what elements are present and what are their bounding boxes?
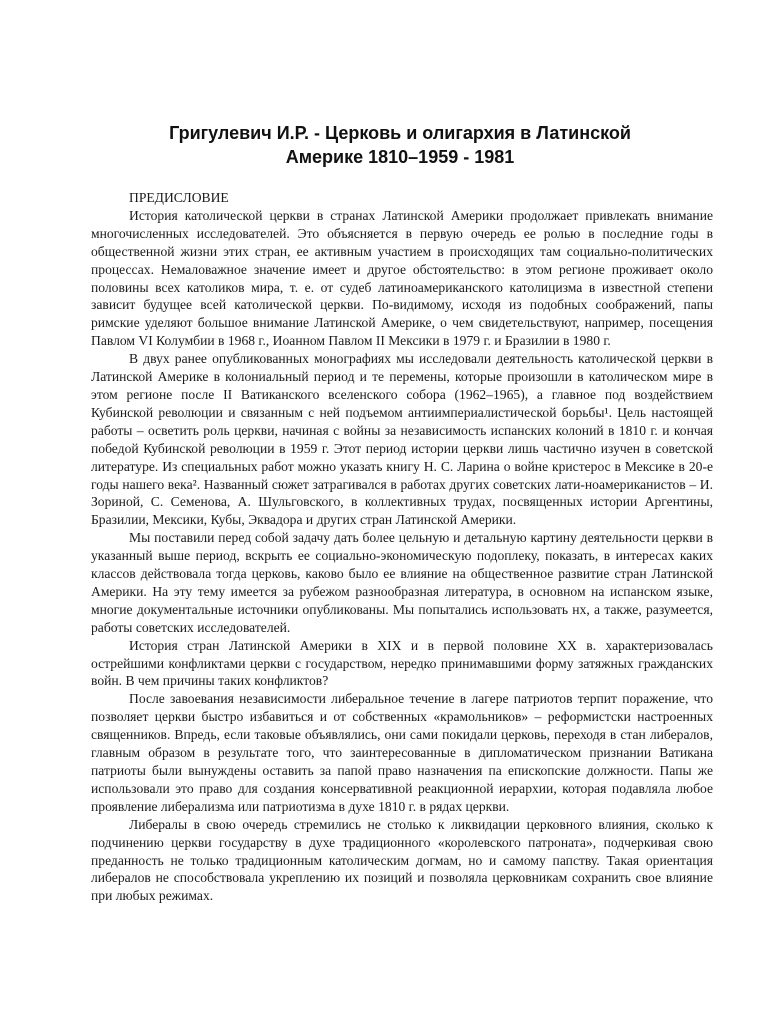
title-line-1: Григулевич И.Р. - Церковь и олигархия в Латинской bbox=[169, 123, 631, 143]
paragraph: История стран Латинской Америки в XIX и в первой половине XX в. характеризовалась острейшими конфликтами церкви с государством, нередко принимавшими форму затяжных гражданских войн. В чем причины таких конфликтов? bbox=[91, 637, 713, 689]
title-line-2: Америке 1810–1959 - 1981 bbox=[285, 147, 515, 167]
document-title bbox=[96, 121, 704, 169]
paragraph: Либералы в свою очередь стремились не столько к ликвидации церковного влияния, сколько к подчинению церкви государству в духе традиционного «королевского патроната», подчеркивая свою преданность не только традиционным католическим догмам, но и самому папству. Такая ориентация либералов не способствовала укреплению их позиций и позволяла церковникам сохранить свое влияние при любых режимах. bbox=[91, 816, 713, 904]
document-body bbox=[91, 189, 713, 905]
paragraph: В двух ранее опубликованных монографиях мы исследовали деятельность католической церкви в Латинской Америке в колониальный период и те перемены, которые произошли в католическом мире в этом регионе после II Ватиканского вселенского собора (1962–1965), а главное под воздействием Кубинской революции и связанным с ней подъемом антиимпериалистической борьбы¹. Цель настоящей работы – осветить роль церкви, начиная с войны за независимость испанских колоний в 1810 г. и кончая победой Кубинской революции в 1959 г. Этот период истории церкви лишь частично изучен в советской литературе. Из специальных работ можно указать книгу Н. С. Ларина о войне кристерос в Мексике в 20-е годы нашего века². Названный сюжет затрагивался в работах других советских лати-ноамериканистов – И. Зориной, С. Семенова, А. Шульговского, в коллективных трудах, посвященных истории Аргентины, Бразилии, Мексики, Кубы, Эквадора и других стран Латинской Америки. bbox=[91, 351, 713, 528]
section-heading: ПРЕДИСЛОВИЕ bbox=[129, 190, 229, 205]
paragraph: После завоевания независимости либеральное течение в лагере патриотов терпит поражение, что позволяет церкви быстро избавиться и от собственных «крамольников» – реформистски настроенных священников. Впредь, если таковые объявлялись, они сами покидали церковь, переходя в стан либералов, главным образом в результате того, что заинтересованные в дипломатическом признании Ватикана патриоты были вынуждены оставить за папой право назначения па епископские должности. Папы же использовали это право для создания консервативной реакционной иерархии, которая подавляла любое проявление либерализма или патриотизма в духе 1810 г. в рядах церкви. bbox=[91, 691, 713, 814]
paragraph: Мы поставили перед собой задачу дать более цельную и детальную картину деятельности церкви в указанный выше период, вскрыть ее социально-экономическую подоплеку, показать, в интересах каких классов действовала тогда церковь, каково было ее влияние на общественное развитие стран Латинской Америки. На эту тему имеется за рубежом разнообразная литература, в основном на испанском языке, многие документальные источники опубликованы. Мы попытались использовать нх, а также, разумеется, работы советских исследователей. bbox=[91, 530, 713, 635]
paragraph: История католической церкви в странах Латинской Америки продолжает привлекать внимание многочисленных исследователей. Это объясняется в первую очередь ее ролью в последние годы в общественной жизни этих стран, ее активным участием в происходящих там социально-политических процессах. Немаловажное значение имеет и другое обстоятельство: в этом регионе проживает около половины всех католиков мира, т. е. от судеб латиноамериканского католицизма в известной степени зависит будущее всей католической церкви. По-видимому, исходя из подобных соображений, папы римские уделяют большое внимание Латинской Америке, о чем свидетельствуют, например, посещения Павлом VI Колумбии в 1968 г., Иоанном Павлом II Мексики в 1979 г. и Бразилии в 1980 г. bbox=[91, 207, 713, 349]
